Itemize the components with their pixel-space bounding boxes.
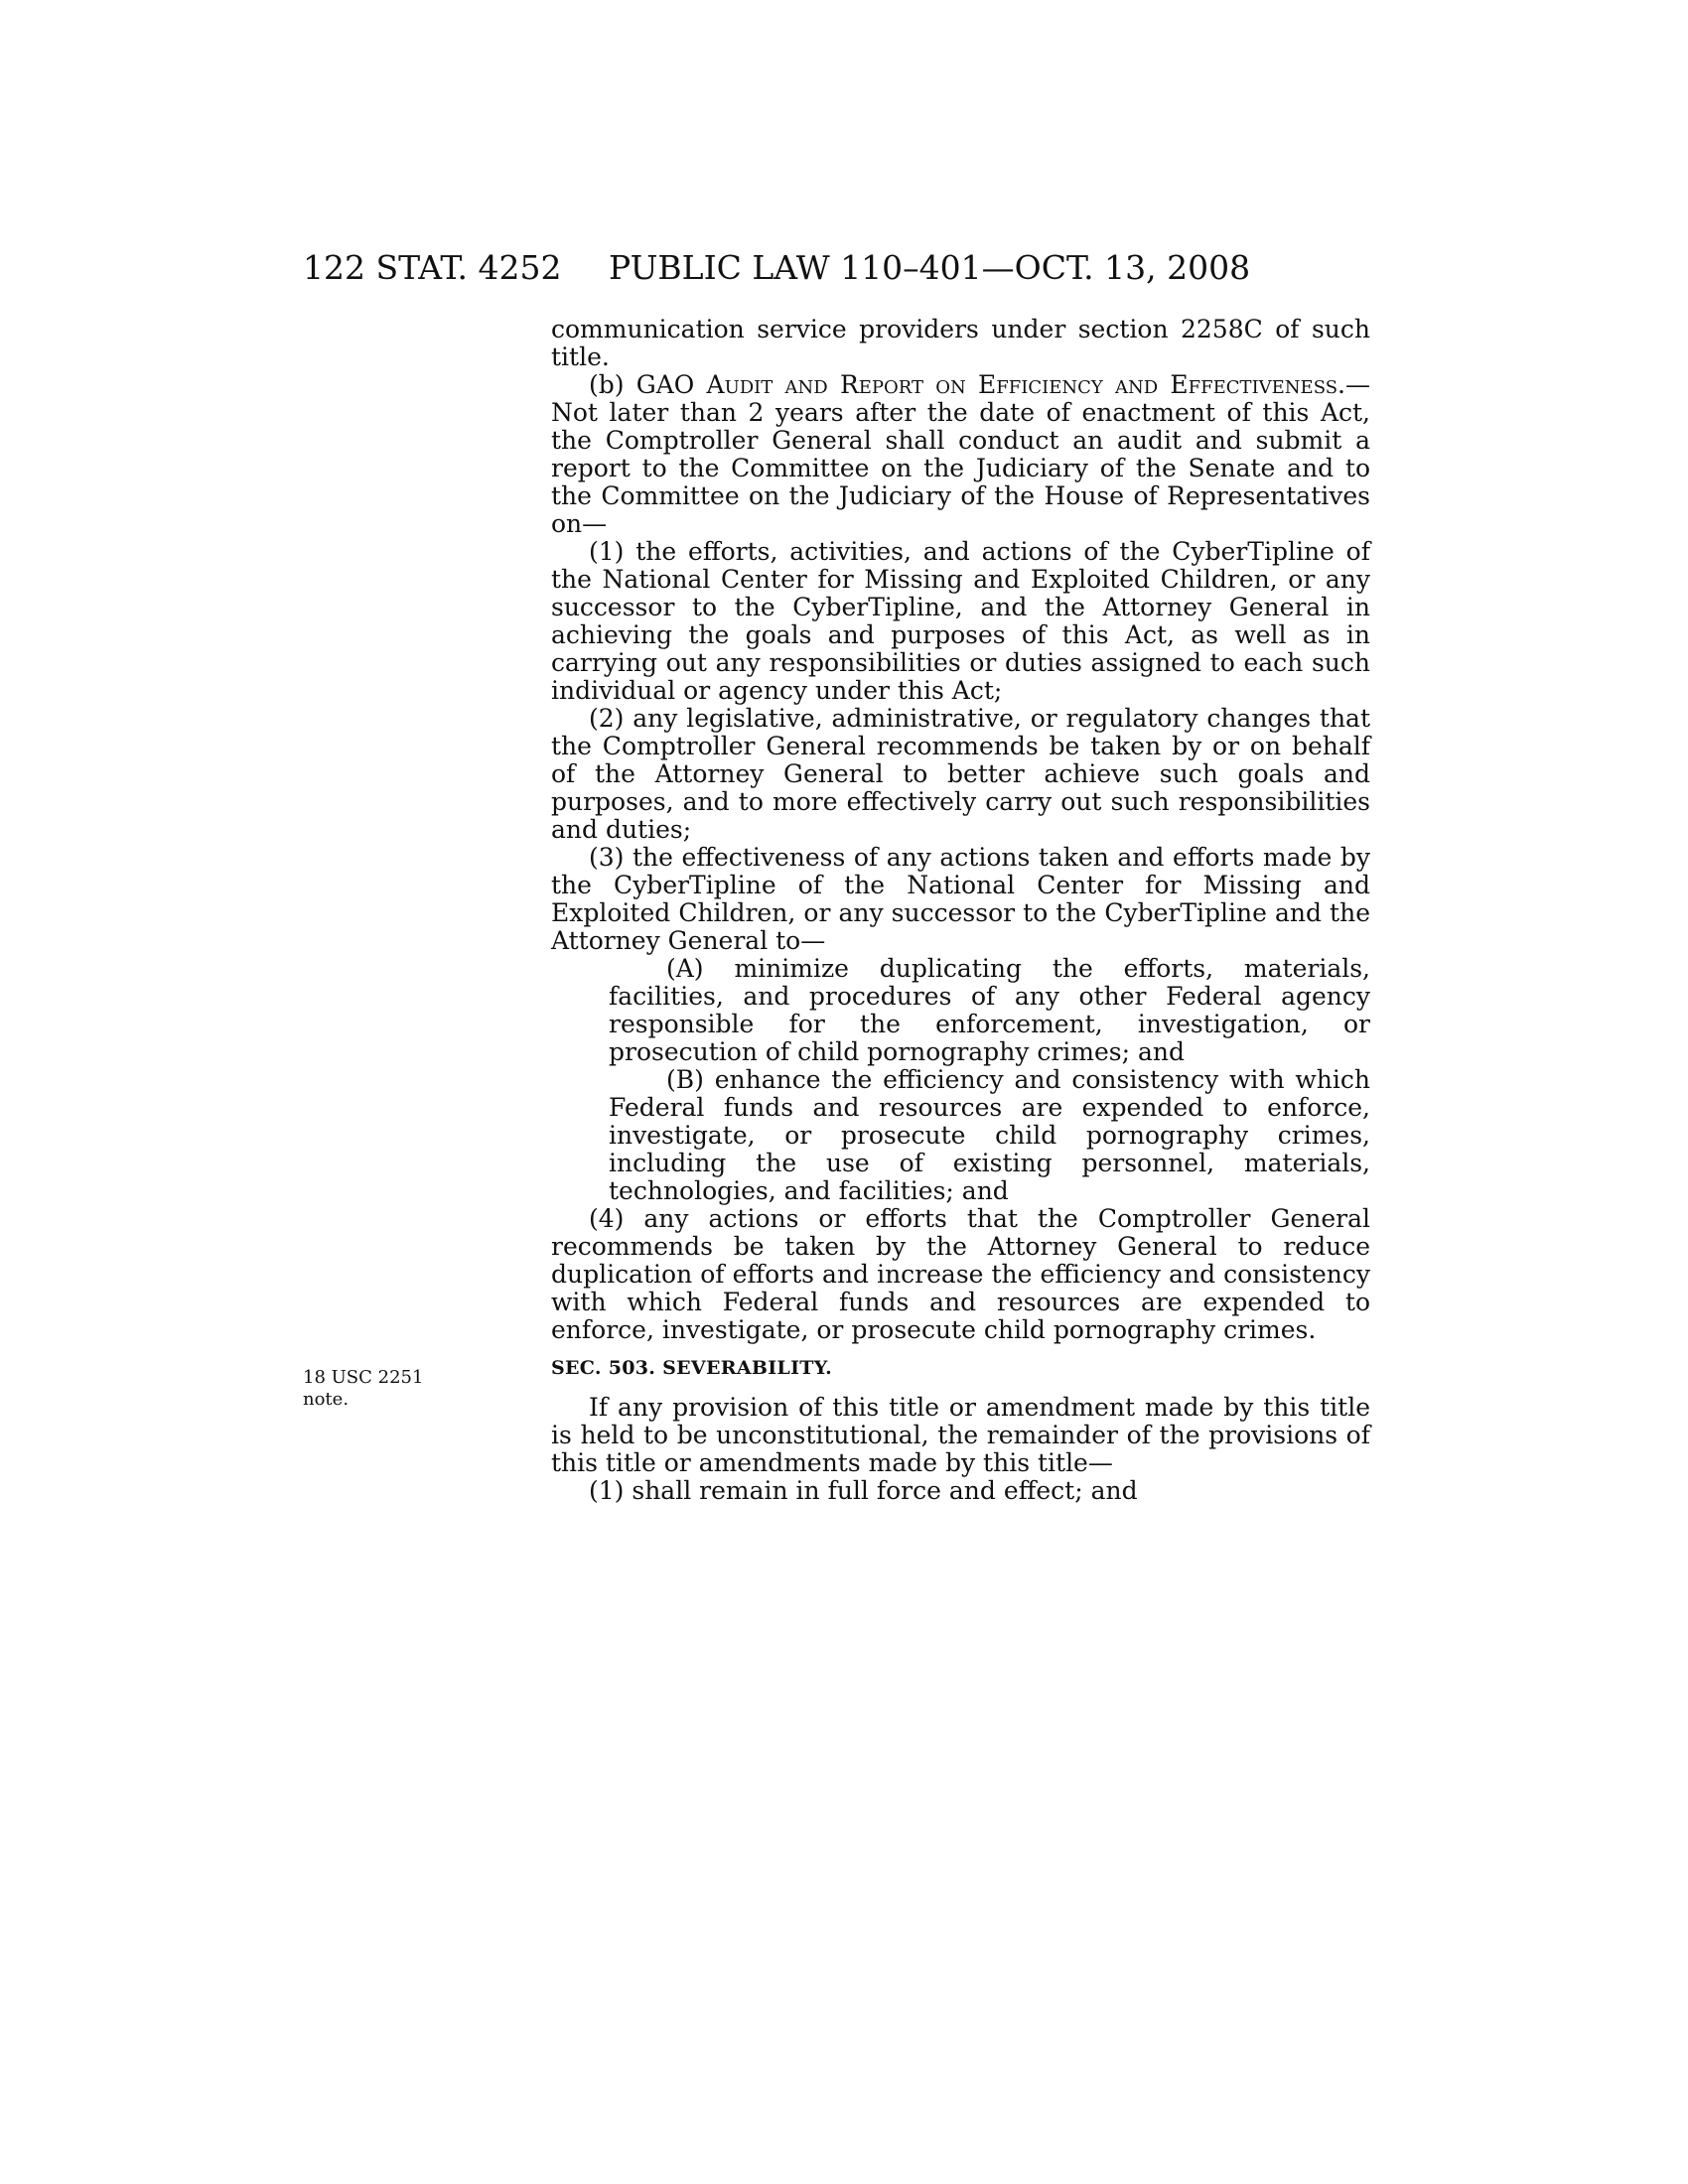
subparagraph-A: (A) minimize duplicating the efforts, materials, facilities, and procedures of any other Federal agency responsible for the enforcement, investigation, or prosecution of child pornography crimes; and [609, 954, 1370, 1066]
document-body [551, 316, 1370, 1505]
paragraph-2: (2) any legislative, administrative, or regulatory changes that the Comptroller General recommends be taken by or on behalf of the Attorney General to better achieve such goals and purposes, and to more effectively carry out such responsibilities and duties; [551, 704, 1370, 844]
subsection-b [551, 371, 1370, 538]
subsection-b-label: (b) [589, 370, 625, 399]
subsection-b-heading: GAO Audit and Report on Efficiency and Effectiveness. [635, 370, 1345, 399]
subsection-b-text: —Not later than 2 years after the date of enactment of this Act, the Comptroller General shall conduct an audit and submit a report to the Committee on the Judiciary of the Senate and to the Committee on the Judiciary of the House of Representatives on— [551, 370, 1370, 538]
law-title: PUBLIC LAW 110–401—OCT. 13, 2008 [609, 248, 1251, 287]
section-heading: SEC. 503. SEVERABILITY. [551, 1357, 833, 1379]
paragraph-3: (3) the effectiveness of any actions taken and efforts made by the CyberTipline of the National Center for Missing and Exploited Children, or any successor to the CyberTipline and the Attorney General to— [551, 843, 1370, 955]
page-header [303, 248, 1370, 288]
margin-note-suffix: note. [303, 1389, 350, 1410]
paragraph-4: (4) any actions or efforts that the Comptroller General recommends be taken by the Attorney General to reduce duplication of efforts and increase the efficiency and consistency with which Federal funds and resources are expended to enforce, investigate, or prosecute child pornography crimes. [551, 1204, 1370, 1344]
stat-citation: 122 STAT. 4252 [303, 248, 562, 287]
margin-note-citation: 18 USC 2251 [303, 1367, 424, 1388]
subparagraph-B: (B) enhance the efficiency and consistency with which Federal funds and resources are expended to enforce, investigate, or prosecute child pornography crimes, including the use of existing personnel, materials, technologies, and facilities; and [609, 1065, 1370, 1205]
section-paragraph: If any provision of this title or amendment made by this title is held to be unconstitutional, the remainder of the provisions of this title or amendments made by this title— [551, 1393, 1370, 1477]
section-item-1: (1) shall remain in full force and effect; and [589, 1476, 1138, 1505]
margin-note [303, 1367, 432, 1411]
continuation-paragraph: communication service providers under section 2258C of such title. [551, 315, 1370, 371]
paragraph-1: (1) the efforts, activities, and actions of the CyberTipline of the National Center for Missing and Exploited Children, or any successor to the CyberTipline, and the Attorney General in achieving the goals and purposes of this Act, as well as in carrying out any responsibilities or duties assigned to each such individual or agency under this Act; [551, 537, 1370, 705]
